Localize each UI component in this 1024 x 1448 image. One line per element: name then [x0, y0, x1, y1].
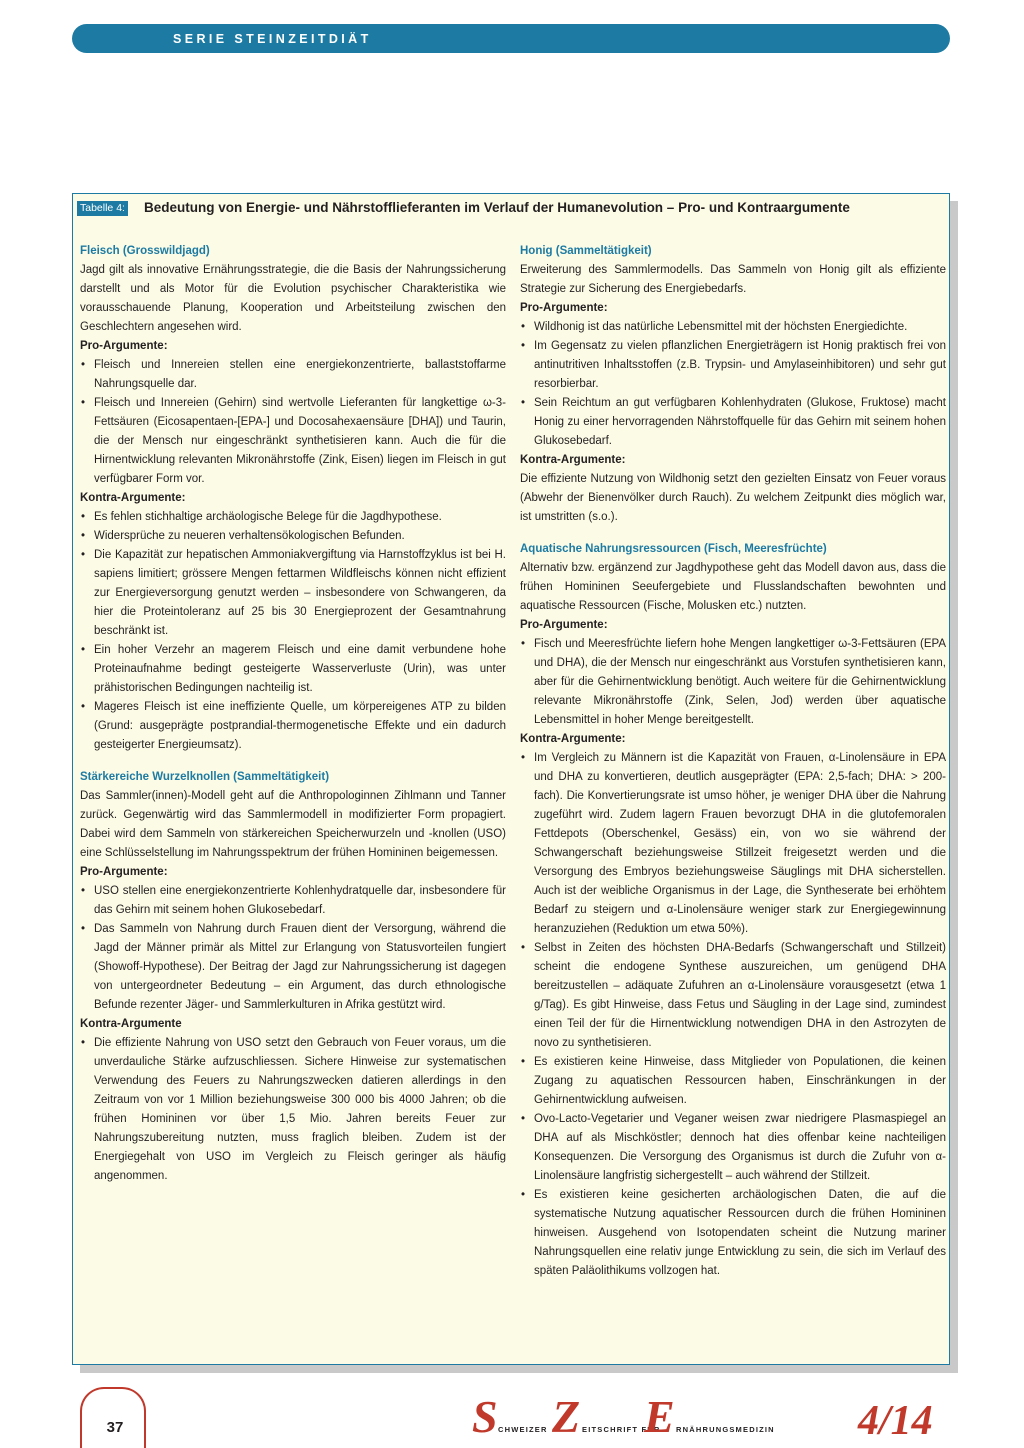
table-title: Bedeutung von Energie- und Nährstofflieferanten im Verlauf der Humanevolution – Pro- und Kontraargumente [144, 200, 850, 215]
journal-letter-z: Z [552, 1391, 581, 1442]
journal-word-3: RNÄHRUNGSMEDIZIN [676, 1425, 775, 1434]
page-number: 37 [106, 1419, 124, 1436]
pro-label-aqua: Pro-Argumente: [520, 619, 608, 631]
pro-label-honig: Pro-Argumente: [520, 302, 608, 314]
list-item: • Selbst in Zeiten des höchsten DHA-Bedarfs (Schwangerschaft und Stillzeit) scheint die endogene Synthese auszureichen, um genügend DHA bereitzustellen – adäquate Zufuhren an α-Linolensäure vorausgesetzt (etwa 1 g/Tag). Es gibt Hinweise, dass Fetus und Säugling in der Lage sind, zumindest einen Teil der für die Hirnentwicklung notwendigen DHA in den Astrozyten de novo zu synthetisieren. [520, 939, 946, 1053]
series-header-bar [72, 24, 950, 53]
kontra-text-honig: Die effiziente Nutzung von Wildhonig setzt den gezielten Einsatz von Feuer voraus (Abwehr der Bienenvölker durch Rauch). Zu welchem Zeitpunkt dies möglich war, ist umstritten (s.o.). [520, 473, 946, 523]
kontra-list-wurzel [80, 1034, 506, 1186]
list-item: • Fleisch und Innereien stellen eine energiekonzentrierte, ballaststoffarme Nahrungsquelle dar. [80, 356, 506, 394]
journal-letter-e: E [644, 1391, 675, 1442]
list-item: • Ein hoher Verzehr an magerem Fleisch und eine damit verbundene hohe Proteinaufnahme bedingt gesteigerte Wasserverluste (Urin), was unter prähistorischen Bedingungen nachteilig ist. [80, 641, 506, 698]
list-item: • Das Sammeln von Nahrung durch Frauen dient der Versorgung, während die Jagd der Männer primär als Mittel zur Erlangung von Statusvorteilen fungiert (Showoff-Hypothese). Der Beitrag der Jagd zur Nahrungssicherung ist dagegen von untergeordneter Bedeutung – ein Argument, das durch ethnologische Befunde rezenter Jäger- und Sammlerkulturen in Afrika gestützt wird. [80, 920, 506, 1015]
section-intro-aqua: Alternativ bzw. ergänzend zur Jagdhypothese geht das Modell davon aus, dass die frühen Homininen Seeufergebiete und Flusslandschaften bewohnten und aquatische Ressourcen (Fische, Molusken etc.) nutzten. [520, 562, 946, 612]
left-column [80, 242, 506, 1186]
section-title-aqua: Aquatische Nahrungsressourcen (Fisch, Meeresfrüchte) [520, 543, 827, 555]
table-4 [72, 193, 950, 1365]
table-tag: Tabelle 4: [77, 201, 128, 216]
list-item: • Fleisch und Innereien (Gehirn) sind wertvolle Lieferanten für langkettige ω-3-Fettsäuren (Eicosapentaen-[EPA-] und Docosahexaensäure [DHA]) und Taurin, die der Mensch nur eingeschränkt synthetisieren kann. Auch die für die Hirnentwicklung relevanten Mikronährstoffe (Zink, Eisen) liegen im Fleisch in gut verfügbarer Form vor. [80, 394, 506, 489]
page-number-tab [80, 1387, 146, 1448]
list-item: • Im Vergleich zu Männern ist die Kapazität von Frauen, α-Linolensäure in EPA und DHA zu konvertieren, deutlich ausgeprägter (EPA: 2,5-fach; DHA: > 200-fach). Die Konvertierungsrate ist umso höher, je weniger DHA über die Nahrung zugeführt wird. Zudem lagern Frauen bevorzugt DHA in die glutofemoralen Fettdepots (Oberschenkel, Gesäss) ein, von wo sie während der Schwangerschaft beziehungsweise Stillzeit freigesetzt werden und die Versorgung des Embryos beziehungsweise Säuglings mit DHA sicherstellen. Auch ist der weibliche Organismus in der Lage, die Syntheserate bei erhöhtem Bedarf zu steigern und α-Linolensäure weniger stark zur Energiegewinnung heranzuziehen (Reduktion um etwa 50%). [520, 749, 946, 939]
list-item: • Es existieren keine Hinweise, dass Mitglieder von Populationen, die keinen Zugang zu aquatischen Ressourcen haben, Einschränkungen in der Gehirnentwicklung aufweisen. [520, 1053, 946, 1110]
pro-list-honig [520, 318, 946, 451]
list-item: • Widersprüche zu neueren verhaltensökologischen Befunden. [80, 527, 506, 546]
journal-word-2: EITSCHRIFT FÜR [582, 1425, 661, 1434]
kontra-label-wurzel: Kontra-Argumente [80, 1018, 182, 1030]
kontra-label-fleisch: Kontra-Argumente: [80, 492, 186, 504]
list-item: • Es fehlen stichhaltige archäologische Belege für die Jagdhypothese. [80, 508, 506, 527]
journal-word-1: CHWEIZER [498, 1425, 548, 1434]
kontra-label-aqua: Kontra-Argumente: [520, 733, 626, 745]
journal-issue: 4/14 [858, 1398, 933, 1444]
kontra-list-fleisch [80, 508, 506, 755]
page-footer [80, 1387, 980, 1448]
list-item: • Die Kapazität zur hepatischen Ammoniakvergiftung via Harnstoffzyklus ist bei H. sapiens limitiert; grössere Mengen fettarmen Wildfleischs können nicht effizient zur Energieversorgung genutzt werden – insbesondere von Schwangeren, da hier die Proteintoleranz auf 25 bis 30 Energieprozent der Gesamtnahrung beschränkt ist. [80, 546, 506, 641]
pro-list-fleisch [80, 356, 506, 489]
list-item: • Wildhonig ist das natürliche Lebensmittel mit der höchsten Energiedichte. [520, 318, 946, 337]
right-column [520, 242, 946, 1281]
list-item: • Sein Reichtum an gut verfügbaren Kohlenhydraten (Glukose, Fruktose) macht Honig zu einer hervorragenden Nährstoffquelle für das Gehirn mit seinem hohen Glukosebedarf. [520, 394, 946, 451]
list-item: • Ovo-Lacto-Vegetarier und Veganer weisen zwar niedrigere Plasmaspiegel an DHA auf als Mischköstler; dennoch hat dies offenbar keine nachteiligen Konsequenzen. Die Versorgung des Organismus ist durch die Zufuhr von α-Linolensäure langfristig sichergestellt – auch während der Stillzeit. [520, 1110, 946, 1186]
section-title-honig: Honig (Sammeltätigkeit) [520, 245, 652, 257]
pro-label-wurzel: Pro-Argumente: [80, 866, 168, 878]
section-title-fleisch: Fleisch (Grosswildjagd) [80, 245, 210, 257]
journal-logo [472, 1393, 960, 1445]
kontra-list-aqua [520, 749, 946, 1281]
kontra-label-honig: Kontra-Argumente: [520, 454, 626, 466]
section-intro-wurzel: Das Sammler(innen)-Modell geht auf die Anthropologinnen Zihlmann und Tanner zurück. Gegenwärtig wird das Sammlermodell in modifizierter Form propagiert. Dabei wird dem Sammeln von stärkereichen Speicherwurzeln und -knollen (USO) eine Schlüsselstellung im Nahrungsspektrum der frühen Homininen beigemessen. [80, 790, 506, 859]
list-item: • USO stellen eine energiekonzentrierte Kohlenhydratquelle dar, insbesondere für das Gehirn mit seinem hohen Glukosebedarf. [80, 882, 506, 920]
list-item: • Mageres Fleisch ist eine ineffiziente Quelle, um körpereigenes ATP zu bilden (Grund: ausgeprägte postprandial-thermogenetische Effekte und ein dadurch gesteigerter Energieumsatz). [80, 698, 506, 755]
section-intro-honig: Erweiterung des Sammlermodells. Das Sammeln von Honig gilt als effiziente Strategie zur Sicherung des Energiebedarfs. [520, 264, 946, 295]
list-item: • Die effiziente Nahrung von USO setzt den Gebrauch von Feuer voraus, um die unverdauliche Stärke aufzuschliessen. Sichere Hinweise zur systematischen Verwendung des Feuers zu Nahrungszwecken datieren allerdings in den Zeitraum von vor 1 Million beziehungsweise 300 000 bis 4000 Jahren; ob die frühen Homininen vor über 1,5 Mio. Jahren bereits Feuer zur Nahrungszubereitung nutzten, muss fraglich bleiben. Zudem ist der Energiegehalt von USO im Vergleich zu Fleisch geringer als häufig angenommen. [80, 1034, 506, 1186]
pro-list-aqua [520, 635, 946, 730]
list-item: • Fisch und Meeresfrüchte liefern hohe Mengen langkettiger ω-3-Fettsäuren (EPA und DHA), die der Mensch nur eingeschränkt aus Vorstufen synthetisieren kann, aber für die Gehirnentwicklung benötigt. Auch weitere für die Gehirnentwicklung relevante Mikronährstoffe (Zink, Selen, Jod) werden über aquatische Lebensmittel in hoher Menge bereitgestellt. [520, 635, 946, 730]
journal-letter-s: S [472, 1391, 498, 1442]
pro-label-fleisch: Pro-Argumente: [80, 340, 168, 352]
section-title-wurzel: Stärkereiche Wurzelknollen (Sammeltätigkeit) [80, 771, 330, 783]
pro-list-wurzel [80, 882, 506, 1015]
series-title: SERIE STEINZEITDIÄT [173, 32, 372, 46]
list-item: • Im Gegensatz zu vielen pflanzlichen Energieträgern ist Honig praktisch frei von antinutritiven Inhaltsstoffen (z.B. Trypsin- und Amylaseinhibitoren) und sehr gut resorbierbar. [520, 337, 946, 394]
list-item: • Es existieren keine gesicherten archäologischen Daten, die auf die systematische Nutzung aquatischer Ressourcen durch die frühen Homininen hinweisen. Ausgehend von Isotopendaten scheint die Nutzung mariner Nahrungsquellen eine relativ junge Entwicklung zu sein, die sich im Verlauf des späten Paläolithikums vollzogen hat. [520, 1186, 946, 1281]
section-intro-fleisch: Jagd gilt als innovative Ernährungsstrategie, die die Basis der Nahrungssicherung darstellt und als Motor für die Evolution psychischer Charakteristika wie vorausschauende Planung, Kooperation und Arbeitsteilung zwischen den Geschlechtern angesehen wird. [80, 264, 506, 333]
